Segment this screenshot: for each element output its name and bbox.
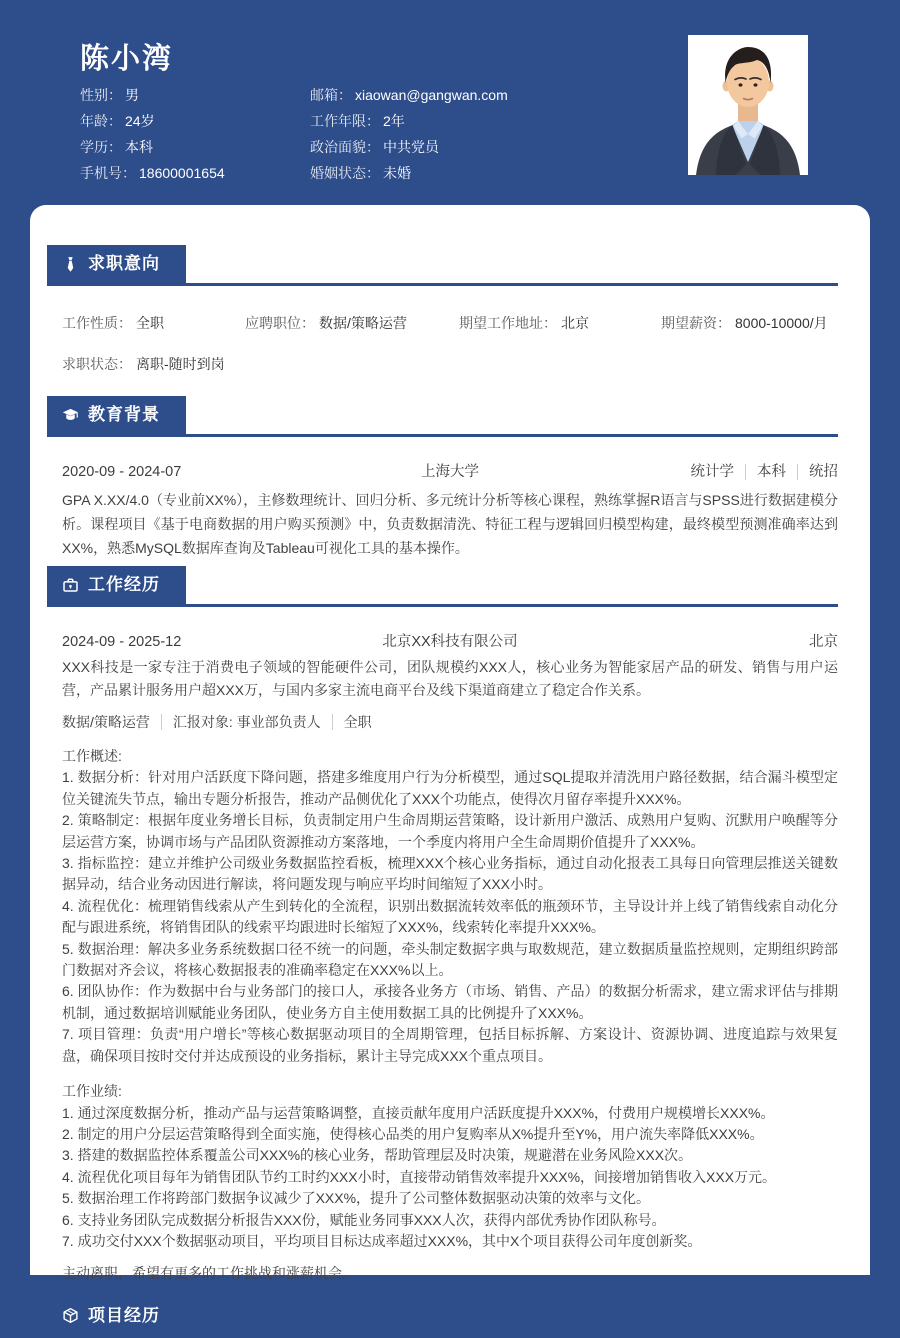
info-phone [80, 160, 310, 186]
section-header-project [47, 1297, 838, 1338]
work-overview-item: 7. 项目管理：负责“用户增长”等核心数据驱动项目的全周期管理，包括目标拆解、方案设计、资源协调、进度追踪与效果复盘，确保项目按时交付并达成预设的业务指标，累计主导完成XXX个重点项目。 [62, 1026, 838, 1064]
resume-body-card [30, 205, 870, 1325]
work-meta-row [62, 712, 838, 732]
info-age [80, 108, 310, 134]
work-overview-block [62, 746, 838, 1067]
section-header-education [47, 396, 838, 437]
info-value: 中共党员 [383, 139, 439, 155]
info-gender [80, 82, 310, 108]
leave-reason: 主动离职，希望有更多的工作挑战和涨薪机会。 [62, 1265, 356, 1282]
education-degree: 本科 [745, 464, 797, 480]
work-position: 数据/策略运营 [62, 714, 150, 730]
work-achievements-title: 工作业绩: [62, 1083, 122, 1100]
education-tags [479, 460, 838, 481]
field-job-status [62, 354, 838, 374]
id-photo [688, 35, 808, 175]
field-target-position [245, 313, 459, 333]
field-label: 工作性质： [62, 315, 132, 331]
section-title-box [47, 1297, 186, 1335]
field-value: 离职-随时到岗 [136, 356, 225, 372]
section-header-intention [47, 245, 838, 286]
info-value: 本科 [125, 139, 153, 155]
work-overview-item: 5. 数据治理：解决多业务系统数据口径不统一的问题，牵头制定数据字典与取数规范，建立数据质量监控规则，定期组织跨部门数据对齐会议，将核心数据报表的准确率稳定在XXX%以上。 [62, 940, 838, 979]
work-location: 北京 [809, 634, 838, 650]
tie-icon [62, 256, 79, 273]
work-entry-row [62, 630, 838, 651]
field-value: 全职 [136, 315, 164, 331]
field-label: 求职状态： [62, 356, 132, 372]
personal-info-right-column [310, 82, 508, 186]
field-value: 数据/策略运营 [319, 315, 407, 331]
info-label: 工作年限： [310, 113, 380, 129]
info-label: 性别： [80, 87, 122, 103]
work-achievement-item: 4. 流程优化项目每年为销售团队节约工时约XXX小时，直接带动销售效率提升XXX%，间接增加销售收入XXX万元。 [62, 1168, 777, 1185]
work-achievements-block [62, 1081, 838, 1252]
info-label: 婚姻状态： [310, 165, 380, 181]
education-description: GPA X.XX/4.0（专业前XX%），主修数理统计、回归分析、多元统计分析等核心课程，熟练掌握R语言与SPSS进行数据建模分析。课程项目《基于电商数据的用户购买预测》中，负责数据清洗、特征工程与逻辑回归模型构建，最终模型预测准确率达到XX%，熟悉MySQL数据库查询及Tableau可视化工具的基本操作。 [62, 492, 838, 556]
work-job-type: 全职 [332, 714, 372, 730]
work-overview-item: 3. 指标监控：建立并维护公司级业务数据监控看板，梳理XXX个核心业务指标，通过自动化报表工具每日向管理层推送关键数据异动，结合业务动因进行解读，将问题发现与响应平均时间缩短了XXX小时。 [62, 855, 838, 893]
field-job-nature [62, 313, 245, 333]
info-marital-status [310, 160, 508, 186]
resume-header [0, 0, 900, 205]
section-title: 项目经历 [88, 1305, 160, 1325]
work-overview-item: 1. 数据分析：针对用户活跃度下降问题，搭建多维度用户行为分析模型，通过SQL提取并清洗用户路径数据，结合漏斗模型定位关键流失节点，输出专题分析报告，推动产品侧优化了XXX个功能点，使得次月留存率提升XXX%。 [62, 769, 838, 807]
info-value: 未婚 [383, 165, 411, 181]
field-target-city [459, 313, 661, 333]
work-achievement-item: 7. 成功交付XXX个数据驱动项目，平均项目目标达成率超过XXX%，其中X个项目获得公司年度创新奖。 [62, 1232, 702, 1249]
info-label: 邮箱： [310, 87, 352, 103]
intention-fields-row [62, 313, 838, 333]
work-achievement-item: 3. 搭建的数据监控体系覆盖公司XXX%的核心业务，帮助管理层及时决策，规避潜在业务风险XXX次。 [62, 1147, 693, 1164]
portrait-illustration [688, 35, 808, 175]
candidate-name: 陈小湾 [80, 43, 174, 75]
education-entry-row [62, 460, 838, 481]
info-label: 手机号： [80, 165, 136, 181]
work-company: 北京XX科技有限公司 [382, 634, 518, 650]
work-achievement-item: 1. 通过深度数据分析，推动产品与运营策略调整，直接贡献年度用户活跃度提升XXX%，付费用户规模增长XXX%。 [62, 1104, 775, 1121]
education-school: 上海大学 [421, 464, 479, 480]
section-title: 教育背景 [88, 405, 160, 424]
company-intro: XXX科技是一家专注于消费电子领域的智能硬件公司，团队规模约XXX人，核心业务为智能家居产品的研发、销售与用户运营，产品累计服务用户超XXX万，与国内多家主流电商平台及线下渠道商建立了稳定合作关系。 [62, 659, 838, 698]
education-period: 2020-09 - 2024-07 [62, 464, 182, 480]
field-label: 应聘职位： [245, 315, 315, 331]
field-expected-salary [661, 313, 838, 333]
info-label: 政治面貌： [310, 139, 380, 155]
section-title-box [47, 245, 186, 283]
section-header-work [47, 566, 838, 607]
section-title-box [47, 566, 186, 604]
info-value: xiaowan@gangwan.com [355, 87, 508, 103]
section-title-box [47, 396, 186, 434]
work-overview-item: 4. 流程优化：梳理销售线索从产生到转化的全流程，识别出数据流转效率低的瓶颈环节，主导设计并上线了销售线索自动化分配与跟进系统，将销售团队的线索平均跟进时长缩短了XXX%，线索转化率提升XXX%。 [62, 897, 838, 936]
info-degree [80, 134, 310, 160]
work-period: 2024-09 - 2025-12 [62, 634, 182, 650]
info-political-status [310, 134, 508, 160]
education-major: 统计学 [690, 464, 734, 480]
info-label: 学历： [80, 139, 122, 155]
personal-info [80, 82, 508, 186]
info-email [310, 82, 508, 108]
info-value: 2年 [383, 113, 405, 129]
education-admission-type: 统招 [797, 464, 838, 480]
work-overview-item: 6. 团队协作：作为数据中台与业务部门的接口人，承接各业务方（市场、销售、产品）的数据分析需求，建立需求评估与排期机制，通过数据培训赋能业务团队，使业务方自主使用数据工具的比例提升了XXX%。 [62, 983, 838, 1021]
work-report-to: 汇报对象: 事业部负责人 [161, 714, 332, 730]
info-value: 男 [125, 87, 139, 103]
graduation-cap-icon [62, 407, 79, 424]
work-overview-title: 工作概述: [62, 748, 122, 764]
field-label: 期望薪资： [661, 315, 731, 331]
personal-info-left-column [80, 82, 310, 186]
info-value: 18600001654 [139, 165, 225, 181]
field-value: 8000-10000/月 [735, 315, 828, 331]
briefcase-icon [62, 577, 79, 594]
cube-icon [62, 1307, 79, 1324]
work-achievement-item: 6. 支持业务团队完成数据分析报告XXX份，赋能业务同事XXX人次，获得内部优秀协作团队称号。 [62, 1211, 666, 1228]
field-value: 北京 [561, 315, 589, 331]
section-title: 求职意向 [88, 254, 160, 273]
info-label: 年龄： [80, 113, 122, 129]
field-label: 期望工作地址： [459, 315, 557, 331]
work-achievement-item: 2. 制定的用户分层运营策略得到全面实施，使得核心品类的用户复购率从X%提升至Y%，用户流失率降低XXX%。 [62, 1125, 764, 1142]
info-experience-years [310, 108, 508, 134]
info-value: 24岁 [125, 113, 155, 129]
section-title: 工作经历 [88, 575, 160, 594]
work-overview-item: 2. 策略制定：根据年度业务增长目标，负责制定用户生命周期运营策略，设计新用户激活、成熟用户复购、沉默用户唤醒等分层运营方案，协调市场与产品团队资源推动方案落地，一个季度内将用户全生命周期价值提升了XXX%。 [62, 812, 838, 850]
work-achievement-item: 5. 数据治理工作将跨部门数据争议减少了XXX%，提升了公司整体数据驱动决策的效率与文化。 [62, 1190, 651, 1207]
